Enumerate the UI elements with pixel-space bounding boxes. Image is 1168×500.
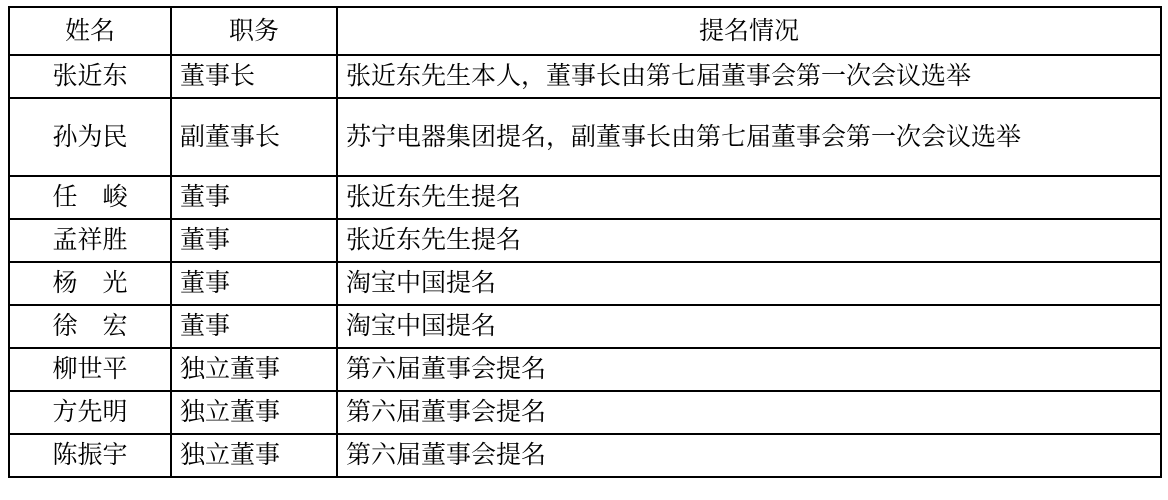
cell-name: 陈振宇 <box>9 434 171 477</box>
cell-detail: 淘宝中国提名 <box>337 305 1161 348</box>
cell-detail: 第六届董事会提名 <box>337 348 1161 391</box>
cell-name: 柳世平 <box>9 348 171 391</box>
cell-detail: 淘宝中国提名 <box>337 262 1161 305</box>
column-header-name: 姓名 <box>9 7 171 55</box>
cell-title: 独立董事 <box>171 434 337 477</box>
table-row <box>9 262 1161 305</box>
cell-title: 独立董事 <box>171 348 337 391</box>
cell-name: 任 峻 <box>9 176 171 219</box>
cell-name: 杨 光 <box>9 262 171 305</box>
table-row <box>9 98 1161 176</box>
table-row <box>9 434 1161 477</box>
cell-detail: 第六届董事会提名 <box>337 391 1161 434</box>
cell-title: 副董事长 <box>171 98 337 176</box>
table-row <box>9 55 1161 98</box>
cell-title: 独立董事 <box>171 391 337 434</box>
column-header-detail: 提名情况 <box>337 7 1161 55</box>
table-row <box>9 348 1161 391</box>
table-header <box>9 7 1161 55</box>
table-row <box>9 176 1161 219</box>
cell-detail: 张近东先生提名 <box>337 176 1161 219</box>
table-row <box>9 219 1161 262</box>
cell-name: 方先明 <box>9 391 171 434</box>
nomination-table <box>8 6 1162 478</box>
cell-detail: 张近东先生本人，董事长由第七届董事会第一次会议选举 <box>337 55 1161 98</box>
table-body <box>9 55 1161 477</box>
cell-detail: 张近东先生提名 <box>337 219 1161 262</box>
cell-name: 孟祥胜 <box>9 219 171 262</box>
cell-detail: 第六届董事会提名 <box>337 434 1161 477</box>
cell-detail: 苏宁电器集团提名，副董事长由第七届董事会第一次会议选举 <box>337 98 1161 176</box>
cell-title: 董事 <box>171 262 337 305</box>
cell-name: 孙为民 <box>9 98 171 176</box>
header-row <box>9 7 1161 55</box>
column-header-title: 职务 <box>171 7 337 55</box>
cell-name: 徐 宏 <box>9 305 171 348</box>
cell-title: 董事 <box>171 176 337 219</box>
table-row <box>9 391 1161 434</box>
cell-title: 董事 <box>171 219 337 262</box>
cell-title: 董事 <box>171 305 337 348</box>
table-row <box>9 305 1161 348</box>
cell-name: 张近东 <box>9 55 171 98</box>
cell-title: 董事长 <box>171 55 337 98</box>
